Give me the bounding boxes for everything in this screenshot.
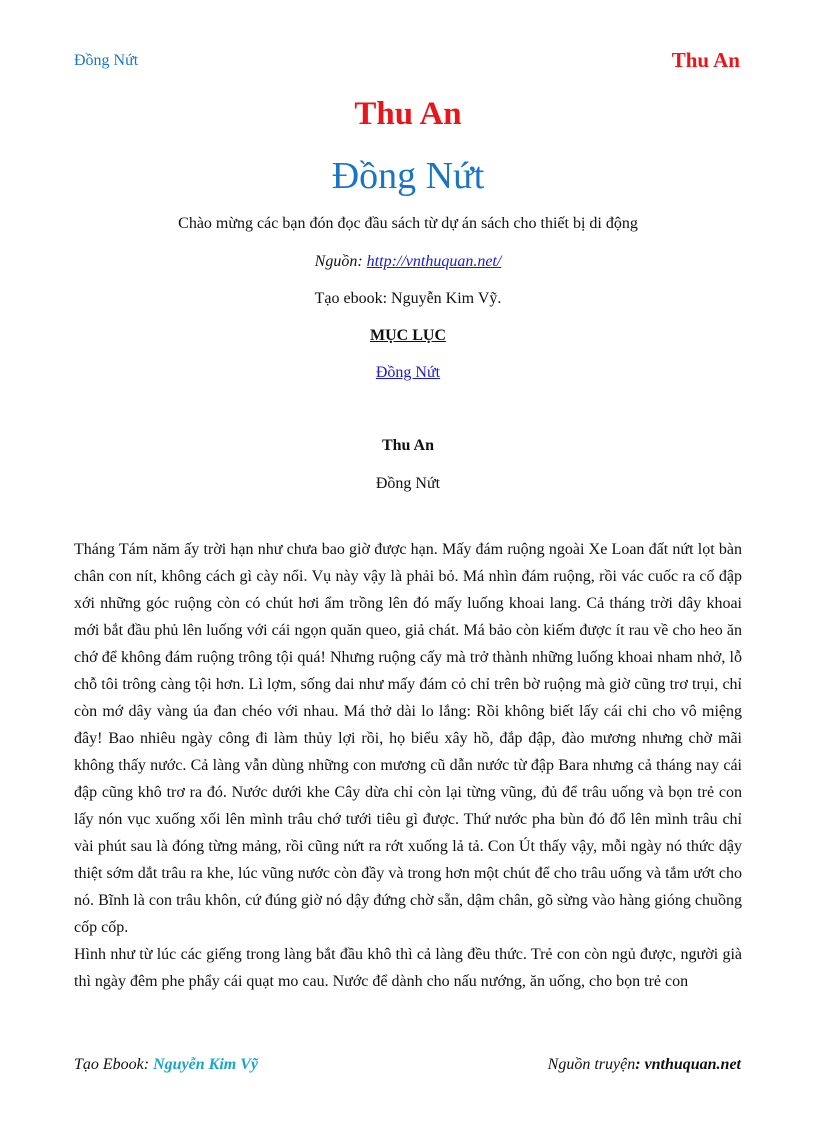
- source-label: Nguồn:: [314, 253, 367, 270]
- footer-ebook-credit: [74, 1056, 258, 1074]
- footer-right-label: Nguồn truyện: [547, 1056, 636, 1073]
- footer-creator-name: Nguyễn Kim Vỹ: [153, 1056, 258, 1073]
- ebook-creator: Tạo ebook: Nguyễn Kim Vỹ.: [314, 290, 502, 307]
- source-line: [0, 253, 816, 271]
- welcome-text: Chào mừng các bạn đón đọc đầu sách từ dự án sách cho thiết bị di động: [178, 215, 638, 232]
- footer-left-sep: :: [143, 1056, 154, 1073]
- paragraph: Tháng Tám năm ấy trời hạn như chưa bao giờ được hạn. Mấy đám ruộng ngoài Xe Loan đất nứt lọt bàn chân con nít, không cách gì cày nổi. Vụ này vậy là phải bỏ. Má nhìn đám ruộng, rồi vác cuốc ra cố đập xới những góc ruộng còn có chút hơi ẩm trồng lên đó mấy luống khoai lang. Cả tháng trời dây khoai mới bắt đầu phủ lên luống với cái ngọn quăn queo, giả chát. Má bảo còn kiếm được ít rau về cho heo ăn chớ để không đám ruộng trông tội quá! Nhưng ruộng cấy mà trở thành những luống khoai nham nhở, lỗ chỗ tôi trông càng tội hơn. Lì lợm, sống dai như mấy đám cỏ chỉ trên bờ ruộng mà giờ cũng trơ trụi, chỉ còn mớ dây vàng úa đan chéo với nhau. Má thở dài lo lắng: Rồi không biết lấy cái chi cho vô miệng đây! Bao nhiêu ngày công đi làm thủy lợi rồi, họ biểu xây hồ, đắp đập, đào mương nhưng chờ mãi không thấy nước. Cả làng vẫn dùng những con mương cũ dẫn nước từ đập Bara nhưng cả tháng nay cái đập cũng khô trơ ra đó. Nước dưới khe Cây dừa chỉ còn lại từng vũng, đủ để trâu uống và bọn trẻ con lấy nón vục xuống xối lên mình trâu chớ tưới tiêu gì được. Thứ nước pha bùn đó đổ lên mình trâu chỉ vài phút sau là đóng từng mảng, rồi cũng nứt ra rớt xuống lả tả. Con Út thấy vậy, mỗi ngày nó thức dậy thiệt sớm dắt trâu ra khe, lúc vũng nước còn đầy và trong hơn một chút để cho trâu uống và tắm ướt cho nó. Bĩnh là con trâu khôn, cứ đúng giờ nó dậy đứng chờ sẵn, dậm chân, gõ sừng vào hàng gióng chuồng cốp cốp.: [74, 541, 742, 936]
- header-book-title: Đồng Nứt: [74, 52, 139, 69]
- paragraph: Hình như từ lúc các giếng trong làng bắt đầu khô thì cả làng đều thức. Trẻ con còn ngủ được, người già thì ngày đêm phe phẩy cái quạt mo cau. Nước để dành cho nấu nướng, ăn uống, cho bọn trẻ con: [74, 946, 742, 990]
- footer-source-site: vnthuquan.net: [644, 1056, 741, 1073]
- title-book: Đồng Nứt: [331, 155, 485, 197]
- footer-left-label: Tạo Ebook: [74, 1056, 144, 1073]
- header-author: Thu An: [671, 48, 740, 72]
- toc-heading: MỤC LỤC: [370, 327, 446, 344]
- toc-link-dong-nut[interactable]: Đồng Nứt: [375, 364, 441, 381]
- footer-right-sep: :: [635, 1056, 645, 1073]
- chapter-title: Đồng Nứt: [375, 475, 441, 492]
- source-link[interactable]: http://vnthuquan.net/: [366, 253, 502, 270]
- chapter-body: [74, 536, 742, 995]
- footer-source-credit: [548, 1056, 741, 1074]
- chapter-author: Thu An: [381, 437, 435, 454]
- title-author: Thu An: [354, 96, 462, 132]
